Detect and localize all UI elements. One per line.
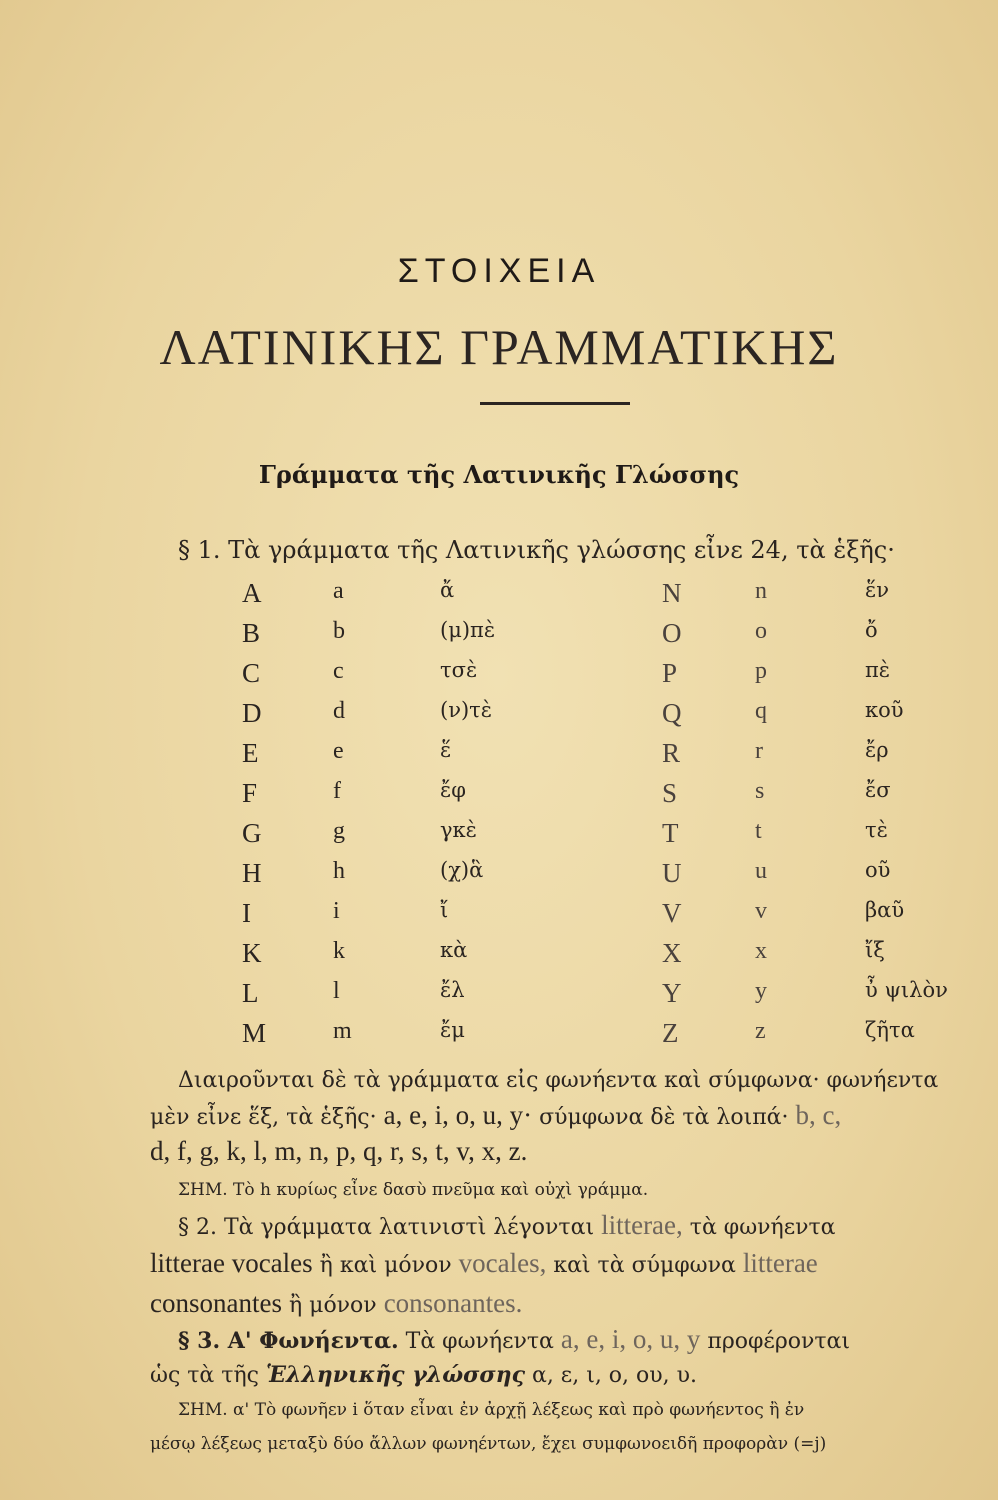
alphabet-row bbox=[0, 858, 998, 898]
alphabet-row bbox=[0, 698, 998, 738]
lower-letter: u bbox=[755, 858, 767, 884]
latin-term: consonantes. bbox=[383, 1288, 523, 1318]
lower-letter: e bbox=[333, 738, 344, 764]
upper-letter: N bbox=[662, 578, 682, 608]
upper-letter: Z bbox=[662, 1018, 679, 1048]
upper-letter: G bbox=[242, 818, 262, 848]
letter-name: ἕ bbox=[440, 738, 452, 762]
text-line bbox=[150, 1362, 697, 1388]
latin-term: vocales, bbox=[458, 1248, 547, 1278]
upper-letter: E bbox=[242, 738, 259, 768]
letter-name: ἔφ bbox=[440, 778, 466, 802]
letter-name: ἔρ bbox=[865, 738, 889, 762]
lower-letter: s bbox=[755, 778, 765, 804]
lower-letter: b bbox=[333, 618, 345, 644]
letter-name: ἴ bbox=[440, 898, 449, 922]
latin-term: consonantes bbox=[150, 1288, 282, 1318]
alphabet-row bbox=[0, 618, 998, 658]
latin-vowels: a, e, i, o, u, y bbox=[560, 1324, 701, 1354]
letter-name: ὖ ψιλὸν bbox=[865, 978, 948, 1002]
text-fragment: καὶ τὰ σύμφωνα bbox=[553, 1253, 736, 1278]
upper-letter: Q bbox=[662, 698, 682, 728]
letter-name: ἔμ bbox=[440, 1018, 465, 1042]
alphabet-row bbox=[0, 658, 998, 698]
latin-term: litterae vocales bbox=[150, 1248, 313, 1278]
lower-letter: g bbox=[333, 818, 345, 844]
upper-letter: P bbox=[662, 658, 678, 688]
lower-letter: a bbox=[333, 578, 344, 604]
upper-letter: B bbox=[242, 618, 261, 648]
upper-letter: I bbox=[242, 898, 251, 928]
text-fragment: σύμφωνα δὲ τὰ λοιπά· bbox=[539, 1105, 789, 1130]
lower-letter: d bbox=[333, 698, 345, 724]
lower-letter: k bbox=[333, 938, 345, 964]
section-heading: Γράμματα τῆς Λατινικῆς Γλώσσης bbox=[258, 460, 740, 489]
letter-name: (ν)τὲ bbox=[440, 698, 493, 722]
upper-letter: F bbox=[242, 778, 258, 808]
note-line: ΣΗΜ. α' Τὸ φωνῆεν i ὅταν εἶναι ἐν ἀρχῇ λέξεως καὶ πρὸ φωνήεντος ἢ ἐν bbox=[178, 1400, 805, 1420]
text-fragment: τὰ φωνήεντα bbox=[689, 1215, 836, 1240]
latin-term: litterae, bbox=[601, 1210, 683, 1240]
upper-letter: D bbox=[242, 698, 262, 728]
letter-name: τσὲ bbox=[440, 658, 478, 682]
letter-name: πὲ bbox=[865, 658, 891, 682]
paragraph-1: § 1. Τὰ γράμματα τῆς Λατινικῆς γλώσσης εἶνε 24, τὰ ἑξῆς· bbox=[178, 536, 895, 564]
upper-letter: H bbox=[242, 858, 262, 888]
note-line: μέσῳ λέξεως μεταξὺ δύο ἄλλων φωνηέντων, ἔχει συμφωνοειδῆ προφορὰν (=j) bbox=[150, 1434, 827, 1454]
upper-letter: A bbox=[242, 578, 262, 608]
lower-letter: r bbox=[755, 738, 763, 764]
upper-letter: V bbox=[662, 898, 682, 928]
text-line bbox=[150, 1288, 522, 1319]
lower-letter: z bbox=[755, 1018, 766, 1044]
alphabet-row bbox=[0, 1018, 998, 1058]
latin-consonant-list: d, f, g, k, l, m, n, p, q, r, s, t, v, x, z. bbox=[150, 1136, 528, 1166]
lower-letter: q bbox=[755, 698, 767, 724]
lower-letter: c bbox=[333, 658, 344, 684]
lower-letter: l bbox=[333, 978, 340, 1004]
title-small: ΣΤΟΙΧΕΙΑ bbox=[397, 252, 601, 290]
lower-letter: p bbox=[755, 658, 767, 684]
letter-name: ἴξ bbox=[865, 938, 885, 962]
lower-letter: o bbox=[755, 618, 767, 644]
lower-letter: i bbox=[333, 898, 340, 924]
letter-name: γκὲ bbox=[440, 818, 477, 842]
text-fragment: Τὰ φωνήεντα bbox=[405, 1329, 554, 1354]
alphabet-row bbox=[0, 738, 998, 778]
upper-letter: M bbox=[242, 1018, 267, 1048]
upper-letter: R bbox=[662, 738, 681, 768]
alphabet-row bbox=[0, 898, 998, 938]
text-fragment: α, ε, ι, ο, ου, υ. bbox=[531, 1363, 698, 1388]
emphasis-text: Ἑλληνικῆς γλώσσης bbox=[265, 1362, 525, 1388]
upper-letter: L bbox=[242, 978, 259, 1008]
letter-name: βαῦ bbox=[865, 898, 905, 922]
alphabet-row bbox=[0, 978, 998, 1018]
alphabet-row bbox=[0, 818, 998, 858]
text-fragment: προφέρονται bbox=[707, 1329, 851, 1354]
letter-name: ἕν bbox=[865, 578, 890, 602]
text-line bbox=[178, 1324, 850, 1355]
latin-consonants: b, c, bbox=[795, 1100, 842, 1130]
section-label: § 3. Α' Φωνήεντα. bbox=[178, 1328, 399, 1354]
letter-name: ἔσ bbox=[865, 778, 891, 802]
letter-name: (μ)πὲ bbox=[440, 618, 496, 642]
letter-name: ὄ bbox=[865, 618, 878, 642]
lower-letter: f bbox=[333, 778, 341, 804]
lower-letter: v bbox=[755, 898, 767, 924]
text-fragment: ὡς τὰ τῆς bbox=[150, 1363, 259, 1388]
title-big: ΛΑΤΙΝΙΚΗΣ ΓΡΑΜΜΑΤΙΚΗΣ bbox=[159, 319, 839, 375]
upper-letter: T bbox=[662, 818, 679, 848]
letter-name: ζῆτα bbox=[865, 1018, 915, 1042]
letter-name: οῦ bbox=[865, 858, 891, 882]
latin-term: litterae bbox=[742, 1248, 818, 1278]
lower-letter: t bbox=[755, 818, 762, 844]
lower-letter: x bbox=[755, 938, 767, 964]
text-fragment: ἢ μόνον bbox=[288, 1293, 377, 1318]
letter-name: (χ)ἃ bbox=[440, 858, 484, 882]
letter-name: κὰ bbox=[440, 938, 468, 962]
letter-name: τὲ bbox=[865, 818, 888, 842]
letter-name: ἔλ bbox=[440, 978, 465, 1002]
upper-letter: C bbox=[242, 658, 261, 688]
lower-letter: m bbox=[333, 1018, 352, 1044]
latin-vowels: a, e, i, o, u, y· bbox=[383, 1100, 533, 1130]
lower-letter: n bbox=[755, 578, 767, 604]
lower-letter: h bbox=[333, 858, 345, 884]
lower-letter: y bbox=[755, 978, 767, 1004]
text-fragment: ἢ καὶ μόνον bbox=[319, 1253, 452, 1278]
text-line bbox=[150, 1248, 818, 1279]
text-line: Διαιροῦνται δὲ τὰ γράμματα εἰς φωνήεντα καὶ σύμφωνα· φωνήεντα bbox=[178, 1068, 939, 1093]
upper-letter: Y bbox=[662, 978, 682, 1008]
title-rule bbox=[480, 402, 630, 405]
upper-letter: O bbox=[662, 618, 682, 648]
upper-letter: X bbox=[662, 938, 682, 968]
upper-letter: U bbox=[662, 858, 682, 888]
alphabet-row bbox=[0, 938, 998, 978]
text-line bbox=[150, 1100, 841, 1131]
text-fragment: § 2. Τὰ γράμματα λατινιστὶ λέγονται bbox=[178, 1215, 595, 1240]
alphabet-row bbox=[0, 578, 998, 618]
letter-name: ἄ bbox=[440, 578, 455, 602]
alphabet-row bbox=[0, 778, 998, 818]
upper-letter: K bbox=[242, 938, 262, 968]
text-fragment: μὲν εἶνε ἕξ, τὰ ἑξῆς· bbox=[150, 1105, 377, 1130]
note-line: ΣΗΜ. Τὸ h κυρίως εἶνε δασὺ πνεῦμα καὶ οὐχὶ γράμμα. bbox=[178, 1180, 649, 1200]
upper-letter: S bbox=[662, 778, 678, 808]
text-line bbox=[178, 1210, 836, 1241]
letter-name: κοῦ bbox=[865, 698, 904, 722]
